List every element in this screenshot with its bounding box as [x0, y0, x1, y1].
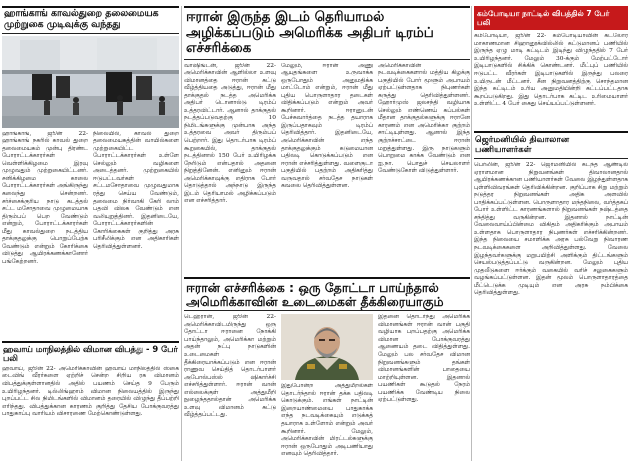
trump-article-body	[184, 63, 470, 275]
left-article-col2: நிலையில், காவல் துறை தலைமையகத்தின் வாயில்களை முற்றுகையிட்ட போராட்டக்காரர்கள் உள்ளே செல்லும் வழிகளை அடைத்தனர். முற்றுகையில் ஈடுபட்டவர்கள் சட்டமசோதாவை முழுவதுமாக ரத்து செய்ய வேண்டும், தலைமை நிர்வாகி கேரி லாம் பதவி விலக வேண்டும் என வலியுறுத்தினர். இதனிடையே, போராட்டக்காரர்களின் கோரிக்கைகள் குறித்து அரசு பரிசீலிக்கும் என அதிகாரிகள் தெரிவித்துள்ளனர்.	[93, 130, 179, 250]
general-portrait-image	[281, 314, 373, 380]
iran-middle-block	[281, 314, 373, 464]
column-divider	[181, 6, 182, 461]
iran-warning-headline: ஈரான் எச்சரிக்கை : ஒரு தோட்டா பாய்ந்தால் அமெரிக்காவின் உடைமைகள் தீக்கிரையாகும்	[186, 279, 444, 309]
hongkong-protest-photo	[2, 36, 179, 128]
headline-rule	[184, 310, 470, 311]
iran-general-photo	[281, 314, 373, 380]
left-article-col1: ஹாங்காங், ஜூன் 22- ஹாங்காங் நகரில் காவல் துறை தலைமையகம் முன்பு திரண்ட போராட்டக்காரர்கள் வெள்ளிக்கிழமை இரவு முழுவதும் முற்றுகையிட்டனர். சனிக்கிழமை காலை போராட்டக்காரர்கள் அங்கிருந்து கலைந்து சென்றனர். சர்ச்சைக்குரிய நாடு கடத்தல் சட்ட மசோதாவை முழுமையாக திரும்பப் பெற வேண்டும் என்றும், போராட்டக்காரர்கள் மீது காவல்துறை நடத்திய தாக்குதலுக்கு பொறுப்பேற்க வேண்டும் என்றும் கோரிக்கை விடுத்து ஆயிரக்கணக்கானோர் பங்கேற்றனர்.	[2, 130, 88, 265]
left-article-body	[2, 131, 179, 339]
germany-headline: ஜெர்மனியில் திவாலான பணியாளர்கள்	[475, 135, 570, 156]
trump-article-col1: வாஷிங்டன், ஜூன் 22- அமெரிக்காவின் ஆளில்லா உளவு விமானத்தை ஈரான் சுட்டு வீழ்த்தியதை அடுத்து, ஈரான் மீது தாக்குதல் நடத்த அமெரிக்க அதிபர் டொனால்டு டிரம்ப் உத்தரவிட்டார். ஆனால் தாக்குதல் நடத்தப்படுவதற்கு 10 நிமிடங்களுக்கு முன்பாக அந்த உத்தரவை அவர் திரும்பப் பெற்றார். இது தொடர்பாக டிரம்ப் கூறுகையில், தாக்குதல் நடத்தினால் 150 பேர் உயிரிழக்க நேரிடும் என்பதால் அதனை நிறுத்தினேன். எனினும் ஈரான் அமெரிக்காவுக்கு எதிராக போர் தொடுத்தால் அந்நாடு இருந்த இடம் தெரியாமல் அழிக்கப்படும் என எச்சரித்தார்.	[184, 62, 276, 205]
cambodia-headline: கம்போடியா நாட்டில் விபத்தில் 7 பேர் பலி	[474, 6, 628, 30]
protest-photo-image	[2, 36, 179, 128]
iran-article-col2: இதுபோன்ற அத்துமீறல்கள் தொடர்ந்தால் ஈரான் தக்க பதிலடி கொடுக்கும். எங்கள் நாட்டின் இறையாண்மையை பாதுகாக்க எந்த நடவடிக்கையும் எடுக்கத் தயாராக உள்ளோம் என்றும் அவர் கூறினார். மேலும், அமெரிக்காவின் மிரட்டல்களுக்கு ஈரான் ஒருபோதும் அடிபணியாது எனவும் தெரிவித்தார்.	[281, 383, 373, 458]
germany-article-body: பெர்லின், ஜூன் 22- ஜெர்மனியில் கடந்த ஆண்டில் ஏராளமான நிறுவனங்கள் திவாலானதால் ஆயிரக்கணக்கான பணியாளர்கள் வேலை இழந்துள்ளதாக புள்ளிவிவரங்கள் தெரிவிக்கின்றன. குறிப்பாக சிறு மற்றும் நடுத்தர நிறுவனங்கள் அதிக அளவில் பாதிக்கப்பட்டுள்ளன. பொருளாதார மந்தநிலை, வர்த்தகப் போர் உள்ளிட்ட காரணங்களால் நிறுவனங்கள் நஷ்டத்தை சந்தித்து வருகின்றன. இதனால் நாட்டின் வேலைவாய்ப்பின்மை விகிதம் அதிகரிக்கும் அபாயம் உள்ளதாக பொருளாதார நிபுணர்கள் எச்சரிக்கின்றனர். இந்த நிலையை சமாளிக்க அரசு பல்வேறு நிவாரண நடவடிக்கைகளை அறிவித்துள்ளது. வேலை இழந்தவர்களுக்கு மறுபயிற்சி அளிக்கும் திட்டங்களும் செயல்படுத்தப்பட்டு வருகின்றன. மேலும் புதிய முதலீடுகளை ஈர்க்கும் வகையில் வரிச் சலுகைகளும் வழங்கப்பட்டுள்ளன. இதன் மூலம் பொருளாதாரத்தை மீட்டெடுக்க முடியும் என அரசு நம்பிக்கை தெரிவித்துள்ளது.	[474, 161, 628, 297]
hawaii-headline: ஹவாய் மாநிலத்தில் விமான விபத்து - 9 பேர் பலி	[3, 343, 178, 364]
left-column	[2, 6, 179, 464]
right-column	[474, 6, 628, 464]
iran-article-body	[184, 314, 470, 464]
left-headline: ஹாங்காங் காவல்துறை தலைமையக முற்றுகை முடிவுக்கு வந்தது	[4, 8, 159, 30]
column-divider	[471, 6, 472, 461]
headline-rule	[184, 59, 470, 60]
cambodia-article-body: கம்போடியா, ஜூன் 22- கம்போடியாவின் கடலோர மாகாணமான சிஹானூக்வில்லில் கட்டுமானப் பணியில் இருந்த ஏழு மாடி கட்டிடம் இடிந்து விழுந்ததில் 7 பேர் உயிரிழந்தனர். மேலும் 30-க்கும் மேற்பட்டோர் இடிபாடுகளில் சிக்கிக் கொண்டனர். மீட்புப் பணியில் ஈடுபட்ட வீரர்கள் இடிபாடுகளில் இருந்து பலரை உயிருடன் மீட்டனர். சீன நிறுவனத்திற்கு சொந்தமான இந்த கட்டிடம் உரிய அனுமதியின்றி கட்டப்பட்டதாக கூறப்படுகிறது. இது தொடர்பாக கட்டிட உரிமையாளர் உள்ளிட்ட 4 பேர் கைது செய்யப்பட்டுள்ளனர்.	[474, 33, 628, 108]
headline-rule	[2, 33, 179, 34]
iran-article-col1: டெஹ்ரான், ஜூன் 22- அமெரிக்காவிடமிருந்து ஒரு தோட்டா ஈரானை நோக்கி பாய்ந்தாலும், அமெரிக்கா மற்றும் அதன் நட்பு நாடுகளின் உடைமைகள் தீக்கிரையாக்கப்படும் என ஈரான் ராணுவ செய்தித் தொடர்பாளர் அபோல்பஸ்ல் ஷிகார்ச்சி எச்சரித்துள்ளார். ஈரான் வான் எல்லைக்குள் அத்துமீறி நுழைந்ததால்தான் அமெரிக்க உளவு விமானம் சுட்டு வீழ்த்தப்பட்டது.	[184, 314, 276, 419]
headline-rule	[474, 158, 628, 159]
trump-article-col2: மேலும், ஈரான் அணு ஆயுதங்களை உருவாக்க ஒருபோதும் அனுமதிக்க மாட்டோம் என்றும், ஈரான் மீது புதிய பொருளாதார தடைகள் விதிக்கப்படும் என்றும் அவர் கூறினார். ஈரானுடன் பேச்சுவார்த்தை நடத்த தயாராக இருப்பதாகவும் டிரம்ப் தெரிவித்தார். இதனிடையே, அமெரிக்காவின் எந்த தாக்குதலுக்கும் கடுமையான பதிலடி கொடுக்கப்படும் என ஈரான் எச்சரித்துள்ளது. வளைகுடா பகுதியில் பதற்றம் அதிகரித்து வருவதால் சர்வதேச நாடுகள் கவலை தெரிவித்துள்ளன.	[281, 62, 373, 190]
hawaii-article-body: ஹவாய், ஜூன் 22- அமெரிக்காவின் ஹவாய் மாநிலத்தில் ஸ்கை டைவிங் வீரர்களை ஏற்றிச் சென்ற சிறிய ரக விமானம் விபத்துக்குள்ளானதில் அதில் பயணம் செய்த 9 பேரும் உயிரிழந்தனர். டில்லிங்ஹாம் விமான நிலையத்தில் இருந்து புறப்பட்ட சில நிமிடங்களில் விமானம் தரையில் விழுந்து தீப்பற்றி எரிந்தது. விபத்துக்கான காரணம் குறித்து தேசிய போக்குவரத்து பாதுகாப்பு வாரியம் விசாரணை மேற்கொண்டுள்ளது.	[2, 365, 179, 418]
trump-headline: ஈரான் இருந்த இடம் தெரியாமல் அழிக்கப்படும் அமெரிக்க அதிபர் டிரம்ப் எச்சரிக்கை	[186, 9, 434, 57]
middle-column	[184, 6, 470, 464]
iran-article-col3: இதனை தொடர்ந்து அமெரிக்க விமானங்கள் ஈரான் வான் பகுதி வழியாக பறப்பதற்கு அமெரிக்க விமான போக்குவரத்து ஆணையம் தடை விதித்துள்ளது. மேலும் பல சர்வதேச விமான நிறுவனங்களும் தங்கள் விமானங்களின் பாதையை மாற்றியுள்ளன. இதனால் பயணிகள் கூடுதல் நேரம் பயணிக்க வேண்டிய நிலை ஏற்பட்டுள்ளது.	[378, 314, 470, 404]
trump-article-col3: அமெரிக்காவின் நடவடிக்கைகளால் மத்திய கிழக்கு பகுதியில் போர் மூளும் அபாயம் ஏற்பட்டுள்ளதாக நிபுணர்கள் கருத்து தெரிவித்துள்ளனர். ஹோர்முஸ் ஜலசந்தி வழியாக செல்லும் எண்ணெய் கப்பல்கள் மீதான தாக்குதல்களுக்கு ஈரானே காரணம் என அமெரிக்கா குற்றம் சாட்டியுள்ளது. ஆனால் இந்த குற்றச்சாட்டை ஈரான் மறுத்துள்ளது. இரு நாடுகளும் பொறுமை காக்க வேண்டும் என ஐ.நா. பொதுச் செயலாளர் வேண்டுகோள் விடுத்துள்ளார்.	[378, 62, 470, 175]
